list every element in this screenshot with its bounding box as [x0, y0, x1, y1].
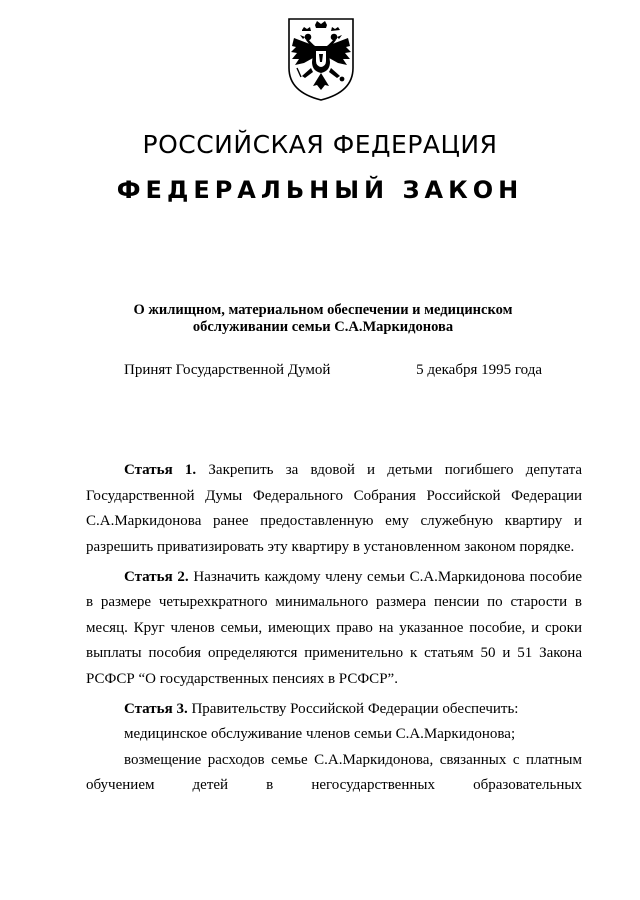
law-body: [86, 458, 582, 799]
country-heading: РОССИЙСКАЯ ФЕДЕРАЦИЯ: [142, 130, 498, 159]
adoption-date: 5 декабря 1995 года: [416, 362, 542, 378]
article-3-item-1: медицинское обслуживание членов семьи С.А.Маркидонова;: [124, 726, 516, 742]
article-3-item-2: возмещение расходов семье С.А.Маркидонова, связанных с платным обучением детей в негосударственных образовательных: [86, 751, 582, 793]
article-2-text: Назначить каждому члену семьи С.А.Маркидонова пособие в размере четырехкратного минимального размера пенсии по старости в месяц. Круг членов семьи, имеющих право на указанное пособие, и сроки выплаты пособия определяются применительно к статьям 50 и 51 Закона РСФСР “О государственных пенсиях в РСФСР”.: [86, 568, 583, 687]
law-title: [90, 302, 556, 336]
law-type-heading: ФЕДЕРАЛЬНЫЙ ЗАКОН: [116, 176, 524, 204]
article-1: [86, 458, 582, 560]
article-1-text: Закрепить за вдовой и детьми погибшего депутата Государственной Думы Федерального Собрания Российской Федерации С.А.Маркидонова ранее предоставленную ему служебную квартиру и разрешить приватизировать эту квартиру в установленном законом порядке.: [86, 462, 582, 555]
adoption-line: [124, 362, 542, 379]
article-3-label: Статья 3.: [124, 700, 188, 717]
law-title-line-2: обслуживании семьи С.А.Маркидонова: [192, 319, 454, 335]
coat-of-arms-icon: [286, 16, 356, 102]
article-2-label: Статья 2.: [124, 568, 189, 585]
article-3-text: Правительству Российской Федерации обеспечить:: [191, 700, 519, 717]
adoption-text: Принят Государственной Думой: [124, 362, 331, 378]
article-1-label: Статья 1.: [124, 462, 197, 478]
article-2: [86, 565, 582, 693]
law-title-line-1: О жилищном, материальном обеспечении и медицинском: [133, 302, 513, 318]
article-3: [86, 697, 582, 723]
